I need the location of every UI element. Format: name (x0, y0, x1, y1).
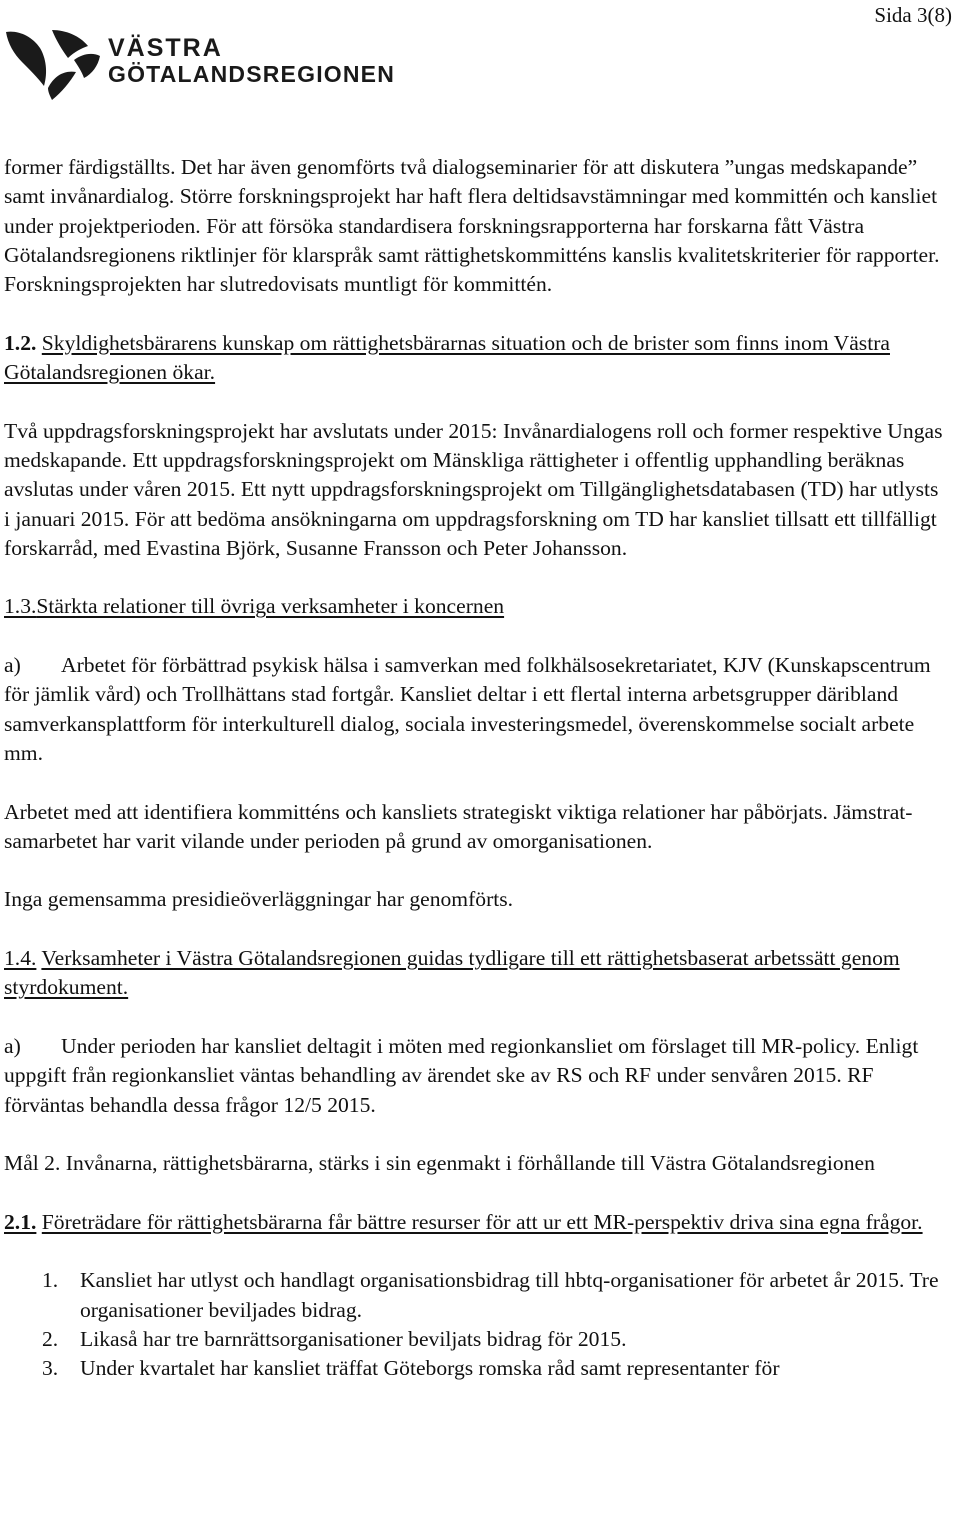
heading-text: Verksamheter i Västra Götalandsregionen guidas tydligare till ett rättighetsbaserat arbetssätt genom styrdokument. (4, 946, 900, 1000)
svg-text:VÄSTRA: VÄSTRA (108, 34, 223, 62)
list-item (4, 1325, 944, 1354)
heading-number: 1.3. (4, 594, 37, 619)
heading-number: 1.4. (4, 946, 37, 971)
paragraph-presidium: Inga gemensamma presidieöverläggningar har genomförts. (4, 887, 514, 912)
alpha-item-mr-policy (4, 1032, 944, 1120)
paragraph-strategic-relations: Arbetet med att identifiera kommitténs och kansliets strategiskt viktiga relationer har påbörjats. Jämstrat-samarbetet har varit vilande under perioden på grund av omorganisationen. (4, 799, 913, 853)
svg-text:GÖTALANDSREGIONEN: GÖTALANDSREGIONEN (108, 61, 396, 87)
list-item (4, 1354, 944, 1383)
numbered-list (4, 1266, 944, 1383)
heading-number: 2.1. (4, 1209, 37, 1234)
page-number: Sida 3(8) (874, 3, 952, 27)
heading-number: 1.2. (4, 330, 37, 355)
list-number: 3. (42, 1356, 59, 1381)
list-number: 1. (42, 1268, 59, 1293)
alpha-marker: a) (4, 653, 21, 678)
alpha-item-text: Arbetet för förbättrad psykisk hälsa i samverkan med folkhälsosekretariatet, KJV (Kunskapscentrum för jämlik vård) och Trollhättans stad fortgår. Kansliet deltar i ett flertal interna arbetsgrupper däribland samverkansplattform för interkulturell dialog, sociala investeringsmedel, överenskommelse socialt arbete mm. (4, 653, 931, 765)
list-item-text: Likaså har tre barnrättsorganisationer beviljats bidrag för 2015. (80, 1326, 627, 1351)
heading-text: Stärkta relationer till övriga verksamheter i koncernen (36, 594, 505, 619)
heading-1-2 (4, 329, 944, 388)
vastra-gotalandsregionen-logo (4, 26, 404, 106)
logo-mark-icon (4, 26, 404, 106)
list-item-text: Kansliet har utlyst och handlagt organisationsbidrag till hbtq-organisationer för arbetet år 2015. Tre organisationer beviljades bidrag. (80, 1268, 939, 1322)
list-item (4, 1266, 944, 1325)
alpha-item-text: Under perioden har kansliet deltagit i möten med regionkansliet om förslaget till MR-policy. Enligt uppgift från regionkansliet väntas behandling av ärendet ske av RS och RF under senvåren 2015. RF förväntas behandla dessa frågor 12/5 2015. (4, 1033, 919, 1117)
list-item-text: Under kvartalet har kansliet träffat Göteborgs romska råd samt representanter för (80, 1356, 780, 1381)
heading-1-4 (4, 944, 944, 1003)
document-body (4, 153, 944, 1383)
heading-2-1 (4, 1208, 944, 1237)
heading-text: Företrädare för rättighetsbärarna får bättre resurser för att ur ett MR-perspektiv driva sina egna frågor. (41, 1209, 923, 1234)
heading-1-3 (4, 592, 944, 621)
paragraph-research-completion: former färdigställts. Det har även genomförts två dialogseminarier för att diskutera ”ungas medskapande” samt invånardialog. Större forskningsprojekt har haft flera deltidsavstämningar med kommittén och kansliet under projektperioden. För att försöka standardisera forskningsrapporterna har forskarna fått Västra Götalandsregionens riktlinjer för klarspråk samt rättighetskommitténs kanslis kvalitetskriterier för rapporter. Forskningsprojekten har slutredovisats muntligt för kommittén. (4, 155, 940, 297)
alpha-item-mental-health (4, 651, 944, 768)
goal-2-heading: Mål 2. Invånarna, rättighetsbärarna, stärks i sin egenmakt i förhållande till Västra Götalandsregionen (4, 1151, 875, 1176)
list-number: 2. (42, 1326, 59, 1351)
heading-text: Skyldighetsbärarens kunskap om rättighetsbärarnas situation och de brister som finns inom Västra Götalandsregionen ökar. (4, 330, 890, 385)
paragraph-commissioned-research: Två uppdragsforskningsprojekt har avslutats under 2015: Invånardialogens roll och former respektive Ungas medskapande. Ett uppdragsforskningsprojekt om Mänskliga rättigheter i offentlig upphandling beräknas avslutas under våren 2015. Ett nytt uppdragsforskningsprojekt om Tillgänglighetsdatabasen (TD) har utlysts i januari 2015. För att bedöma ansökningarna om uppdragsforskning om TD har kansliet tillsatt ett tillfälligt forskarråd, med Evastina Björk, Susanne Fransson och Peter Johansson. (4, 418, 943, 560)
alpha-marker: a) (4, 1033, 21, 1058)
